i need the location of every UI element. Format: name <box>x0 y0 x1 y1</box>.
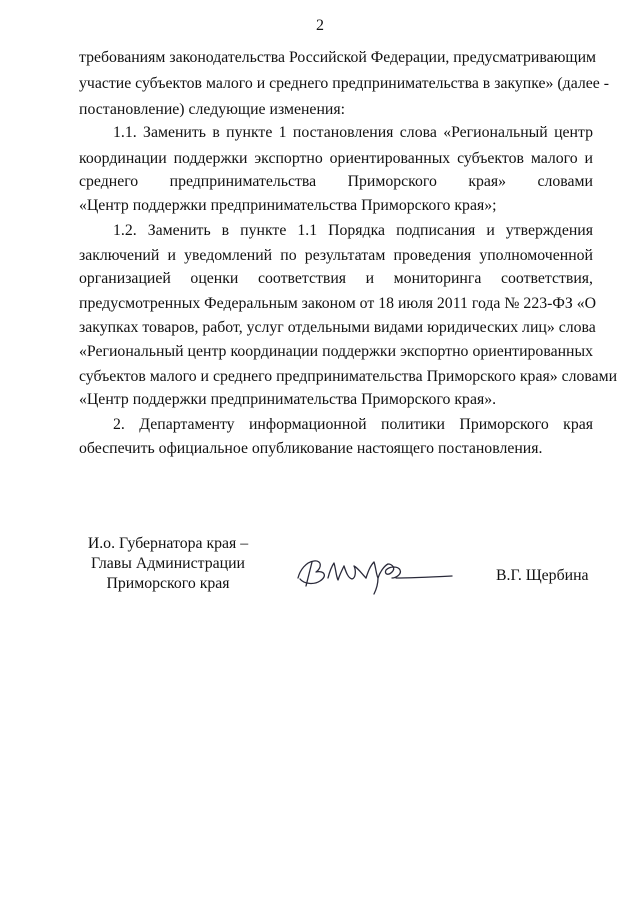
signatory-title-line: Приморского края <box>106 575 230 592</box>
signatory-name: В.Г. Щербина <box>496 567 589 584</box>
text-line: 2. Департаменту информационной политики Приморского края <box>113 416 593 433</box>
text-line: закупках товаров, работ, услуг отдельными видами юридических лиц» слова <box>79 319 596 336</box>
text-line: заключений и уведомлений по результатам проведения уполномоченной <box>79 247 593 264</box>
text-line: требованиям законодательства Российской Федерации, предусматривающим <box>79 49 597 66</box>
text-line: 1.1. Заменить в пункте 1 постановления слова «Региональный центр <box>113 124 593 141</box>
text-line: участие субъектов малого и среднего предпринимательства в закупке» (далее - <box>79 75 609 92</box>
text-line: среднего предпринимательства Приморского края» словами <box>79 173 593 190</box>
handwritten-signature <box>292 548 454 604</box>
signatory-title <box>78 534 258 594</box>
signatory-title-line: Главы Администрации <box>90 555 246 572</box>
text-line: 1.2. Заменить в пункте 1.1 Порядка подписания и утверждения <box>113 222 593 239</box>
text-line: «Центр поддержки предпринимательства Приморского края». <box>79 391 497 408</box>
page-number: 2 <box>316 17 324 34</box>
text-line: «Центр поддержки предпринимательства Приморского края»; <box>79 197 497 214</box>
text-line: обеспечить официальное опубликование настоящего постановления. <box>79 440 543 457</box>
text-line: постановление) следующие изменения: <box>79 101 346 118</box>
text-line: координации поддержки экспортно ориентированных субъектов малого и <box>79 150 593 167</box>
text-line: субъектов малого и среднего предпринимательства Приморского края» словами <box>79 368 618 385</box>
text-line: «Региональный центр координации поддержки экспортно ориентированных <box>79 343 593 360</box>
text-line: организацией оценки соответствия и мониторинга соответствия, <box>79 270 593 287</box>
text-line: предусмотренных Федеральным законом от 18 июля 2011 года № 223-ФЗ «О <box>79 295 597 312</box>
signatory-title-line: И.о. Губернатора края – <box>87 535 249 552</box>
